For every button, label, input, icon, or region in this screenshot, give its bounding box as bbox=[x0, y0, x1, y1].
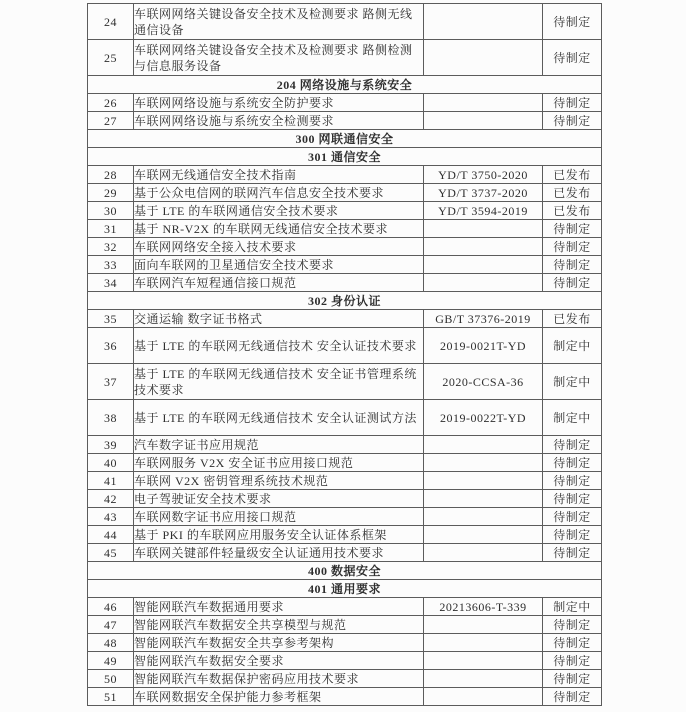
row-number: 46 bbox=[88, 598, 134, 616]
standard-name: 车联网数据安全保护能力参考框架 bbox=[134, 688, 424, 706]
status-value: 待制定 bbox=[543, 490, 602, 508]
status-value: 已发布 bbox=[543, 166, 602, 184]
section-row bbox=[88, 562, 602, 580]
standard-name: 交通运输 数字证书格式 bbox=[134, 310, 424, 328]
standard-number: 2020-CCSA-36 bbox=[424, 364, 543, 400]
standard-number bbox=[424, 508, 543, 526]
standard-number: YD/T 3750-2020 bbox=[424, 166, 543, 184]
status-value: 待制定 bbox=[543, 40, 602, 76]
section-header-label: 204 网络设施与系统安全 bbox=[88, 76, 602, 94]
row-number: 36 bbox=[88, 328, 134, 364]
status-value: 已发布 bbox=[543, 184, 602, 202]
row-number: 42 bbox=[88, 490, 134, 508]
table-row bbox=[88, 652, 602, 670]
standard-name: 汽车数字证书应用规范 bbox=[134, 436, 424, 454]
standard-number bbox=[424, 454, 543, 472]
standard-name: 基于 LTE 的车联网无线通信技术 安全认证技术要求 bbox=[134, 328, 424, 364]
table-row bbox=[88, 490, 602, 508]
status-value: 待制定 bbox=[543, 238, 602, 256]
status-value: 已发布 bbox=[543, 310, 602, 328]
row-number: 34 bbox=[88, 274, 134, 292]
table-row bbox=[88, 256, 602, 274]
section-header-label: 300 网联通信安全 bbox=[88, 130, 602, 148]
status-value: 待制定 bbox=[543, 256, 602, 274]
status-value: 待制定 bbox=[543, 472, 602, 490]
standard-name: 车联网网络关键设备安全技术及检测要求 路侧检测与信息服务设备 bbox=[134, 40, 424, 76]
table-row bbox=[88, 436, 602, 454]
standard-name: 电子驾驶证安全技术要求 bbox=[134, 490, 424, 508]
standards-table-body bbox=[88, 4, 602, 706]
row-number: 24 bbox=[88, 4, 134, 40]
standard-number bbox=[424, 40, 543, 76]
section-header-label: 301 通信安全 bbox=[88, 148, 602, 166]
table-row bbox=[88, 40, 602, 76]
table-row bbox=[88, 616, 602, 634]
status-value: 待制定 bbox=[543, 526, 602, 544]
standard-name: 智能网联汽车数据通用要求 bbox=[134, 598, 424, 616]
status-value: 待制定 bbox=[543, 544, 602, 562]
section-header-label: 302 身份认证 bbox=[88, 292, 602, 310]
row-number: 51 bbox=[88, 688, 134, 706]
standard-number bbox=[424, 688, 543, 706]
status-value: 制定中 bbox=[543, 598, 602, 616]
standards-table bbox=[87, 3, 602, 706]
row-number: 43 bbox=[88, 508, 134, 526]
status-value: 待制定 bbox=[543, 670, 602, 688]
standard-number bbox=[424, 256, 543, 274]
status-value: 待制定 bbox=[543, 634, 602, 652]
standard-name: 基于 LTE 的车联网无线通信技术 安全证书管理系统技术要求 bbox=[134, 364, 424, 400]
standard-name: 车联网关键部件轻量级安全认证通用技术要求 bbox=[134, 544, 424, 562]
standard-name: 基于 PKI 的车联网应用服务安全认证体系框架 bbox=[134, 526, 424, 544]
standard-name: 智能网联汽车数据安全共享模型与规范 bbox=[134, 616, 424, 634]
standard-name: 车联网 V2X 密钥管理系统技术规范 bbox=[134, 472, 424, 490]
standard-name: 智能网联汽车数据安全共享参考架构 bbox=[134, 634, 424, 652]
standard-number bbox=[424, 112, 543, 130]
table-row bbox=[88, 400, 602, 436]
table-row bbox=[88, 238, 602, 256]
standard-number bbox=[424, 436, 543, 454]
standard-number: 2019-0022T-YD bbox=[424, 400, 543, 436]
standard-name: 基于 NR-V2X 的车联网无线通信安全技术要求 bbox=[134, 220, 424, 238]
standard-number: GB/T 37376-2019 bbox=[424, 310, 543, 328]
standard-number bbox=[424, 634, 543, 652]
standard-number bbox=[424, 490, 543, 508]
status-value: 待制定 bbox=[543, 220, 602, 238]
status-value: 待制定 bbox=[543, 436, 602, 454]
row-number: 35 bbox=[88, 310, 134, 328]
row-number: 28 bbox=[88, 166, 134, 184]
standard-number bbox=[424, 670, 543, 688]
standard-number bbox=[424, 4, 543, 40]
section-row bbox=[88, 148, 602, 166]
standard-name: 基于 LTE 的车联网无线通信技术 安全认证测试方法 bbox=[134, 400, 424, 436]
table-row bbox=[88, 274, 602, 292]
table-row bbox=[88, 4, 602, 40]
section-row bbox=[88, 292, 602, 310]
row-number: 40 bbox=[88, 454, 134, 472]
status-value: 待制定 bbox=[543, 688, 602, 706]
status-value: 待制定 bbox=[543, 112, 602, 130]
status-value: 已发布 bbox=[543, 202, 602, 220]
standard-name: 基于公众电信网的联网汽车信息安全技术要求 bbox=[134, 184, 424, 202]
standard-name: 基于 LTE 的车联网通信安全技术要求 bbox=[134, 202, 424, 220]
status-value: 待制定 bbox=[543, 616, 602, 634]
row-number: 29 bbox=[88, 184, 134, 202]
status-value: 待制定 bbox=[543, 94, 602, 112]
table-row bbox=[88, 364, 602, 400]
standard-name: 车联网网络设施与系统安全检测要求 bbox=[134, 112, 424, 130]
standard-number: YD/T 3594-2019 bbox=[424, 202, 543, 220]
row-number: 41 bbox=[88, 472, 134, 490]
row-number: 39 bbox=[88, 436, 134, 454]
row-number: 25 bbox=[88, 40, 134, 76]
standard-number bbox=[424, 238, 543, 256]
table-row bbox=[88, 202, 602, 220]
section-header-label: 400 数据安全 bbox=[88, 562, 602, 580]
status-value: 待制定 bbox=[543, 454, 602, 472]
status-value: 待制定 bbox=[543, 274, 602, 292]
row-number: 26 bbox=[88, 94, 134, 112]
standard-name: 智能网联汽车数据安全要求 bbox=[134, 652, 424, 670]
table-row bbox=[88, 598, 602, 616]
section-header-label: 401 通用要求 bbox=[88, 580, 602, 598]
standard-name: 车联网无线通信安全技术指南 bbox=[134, 166, 424, 184]
standard-name: 智能网联汽车数据保护密码应用技术要求 bbox=[134, 670, 424, 688]
standard-name: 面向车联网的卫星通信安全技术要求 bbox=[134, 256, 424, 274]
row-number: 32 bbox=[88, 238, 134, 256]
table-row bbox=[88, 184, 602, 202]
standard-name: 车联网汽车短程通信接口规范 bbox=[134, 274, 424, 292]
row-number: 31 bbox=[88, 220, 134, 238]
table-row bbox=[88, 166, 602, 184]
row-number: 50 bbox=[88, 670, 134, 688]
row-number: 49 bbox=[88, 652, 134, 670]
standard-name: 车联网数字证书应用接口规范 bbox=[134, 508, 424, 526]
standard-name: 车联网网络关键设备安全技术及检测要求 路侧无线通信设备 bbox=[134, 4, 424, 40]
standard-number: YD/T 3737-2020 bbox=[424, 184, 543, 202]
standard-number bbox=[424, 526, 543, 544]
row-number: 47 bbox=[88, 616, 134, 634]
table-row bbox=[88, 94, 602, 112]
table-row bbox=[88, 472, 602, 490]
row-number: 38 bbox=[88, 400, 134, 436]
table-row bbox=[88, 526, 602, 544]
table-row bbox=[88, 220, 602, 238]
table-row bbox=[88, 310, 602, 328]
status-value: 制定中 bbox=[543, 364, 602, 400]
section-row bbox=[88, 130, 602, 148]
row-number: 45 bbox=[88, 544, 134, 562]
row-number: 48 bbox=[88, 634, 134, 652]
table-row bbox=[88, 454, 602, 472]
table-row bbox=[88, 670, 602, 688]
table-row bbox=[88, 508, 602, 526]
standard-name: 车联网网络安全接入技术要求 bbox=[134, 238, 424, 256]
status-value: 制定中 bbox=[543, 400, 602, 436]
row-number: 44 bbox=[88, 526, 134, 544]
standard-number bbox=[424, 274, 543, 292]
standard-number bbox=[424, 472, 543, 490]
row-number: 37 bbox=[88, 364, 134, 400]
standard-number bbox=[424, 652, 543, 670]
status-value: 制定中 bbox=[543, 328, 602, 364]
standard-number bbox=[424, 220, 543, 238]
standard-name: 车联网网络设施与系统安全防护要求 bbox=[134, 94, 424, 112]
standard-number: 2019-0021T-YD bbox=[424, 328, 543, 364]
status-value: 待制定 bbox=[543, 4, 602, 40]
row-number: 33 bbox=[88, 256, 134, 274]
table-row bbox=[88, 112, 602, 130]
table-row bbox=[88, 328, 602, 364]
table-row bbox=[88, 688, 602, 706]
status-value: 待制定 bbox=[543, 508, 602, 526]
row-number: 27 bbox=[88, 112, 134, 130]
table-row bbox=[88, 544, 602, 562]
standard-number bbox=[424, 94, 543, 112]
standard-number bbox=[424, 616, 543, 634]
section-row bbox=[88, 580, 602, 598]
standard-name: 车联网服务 V2X 安全证书应用接口规范 bbox=[134, 454, 424, 472]
table-row bbox=[88, 634, 602, 652]
standard-number bbox=[424, 544, 543, 562]
section-row bbox=[88, 76, 602, 94]
status-value: 待制定 bbox=[543, 652, 602, 670]
row-number: 30 bbox=[88, 202, 134, 220]
standard-number: 20213606-T-339 bbox=[424, 598, 543, 616]
